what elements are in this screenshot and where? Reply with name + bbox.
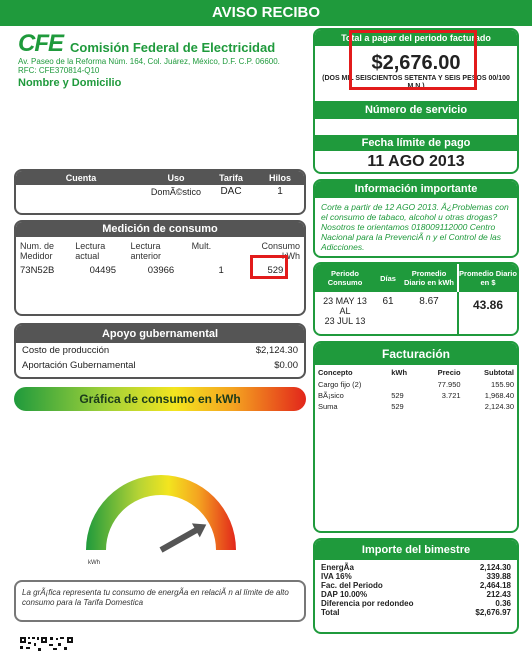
periodo-header	[315, 264, 517, 292]
total-amount-words: (DOS MIL SEISCIENTOS SETENTA Y SEIS PESOS 00/100 M.N.)	[322, 75, 510, 90]
fact-col-concepto: Concepto	[318, 368, 353, 377]
col-lectura-anterior: Lectura anterior	[130, 241, 161, 261]
medidor-value: 73N52B	[20, 265, 55, 276]
bim-value: 212.43	[486, 590, 511, 599]
bim-label: IVA 16%	[321, 572, 352, 581]
info-heading: Información importante	[315, 181, 517, 198]
facturacion-panel	[313, 341, 519, 533]
col-mult: Mult.	[191, 241, 212, 251]
fact-col-kwh: kWh	[391, 368, 408, 377]
hilos-value: 1	[277, 186, 283, 197]
cuenta-row	[16, 185, 304, 199]
qr-code	[20, 637, 74, 652]
aportacion-value: $0.00	[274, 360, 298, 371]
grafica-legend: La grÃ¡fica representa tu consumo de energÃa en relaciÃ n al límite de alto consumo para la Tarifa Domestica	[22, 588, 289, 607]
facturacion-heading: Facturación	[315, 343, 517, 365]
facturacion-table	[315, 365, 517, 412]
bimestre-row	[315, 581, 517, 590]
fecha-limite-heading: Fecha límite de pago	[315, 135, 517, 151]
total-amount: $2,676.00	[371, 52, 461, 74]
fact-kwh: 529	[391, 391, 404, 400]
info-panel	[313, 179, 519, 258]
rfc-line: RFC: CFE370814-Q10	[18, 66, 100, 75]
fact-precio	[421, 401, 464, 412]
bimestre-row	[315, 563, 517, 572]
cuenta-header-row	[16, 171, 304, 185]
consumo-gauge	[76, 470, 246, 570]
apoyo-heading: Apoyo gubernamental	[16, 325, 304, 343]
col-dias: Días	[380, 273, 396, 283]
fact-col-subtotal: Subtotal	[484, 368, 514, 377]
tarifa-value: DAC	[220, 186, 242, 197]
cuenta-panel	[14, 169, 306, 215]
fecha-limite-value: 11 AGO 2013	[367, 153, 465, 170]
nombre-domicilio: Nombre y Domicilio	[18, 77, 122, 89]
dias-value: 61	[382, 296, 394, 307]
grafica-legend-panel	[14, 580, 306, 622]
mult-value: 1	[218, 265, 224, 276]
periodo-hasta: 23 JUL 13	[324, 316, 366, 326]
periodo-desde: 23 MAY 13	[323, 296, 367, 306]
costo-label: Costo de producción	[22, 345, 110, 356]
bimestre-row	[315, 590, 517, 599]
address-line: Av. Paseo de la Reforma Núm. 164, Col. Juárez, México, D.F. C.P. 06600.	[18, 57, 280, 66]
company-address	[18, 57, 308, 75]
periodo-al: AL	[339, 306, 351, 316]
bim-label: Fac. del Periodo	[321, 581, 383, 590]
bimestre-heading: Importe del bimestre	[315, 540, 517, 560]
col-periodo: Periodo Consumo	[327, 269, 363, 287]
periodo-range	[315, 292, 375, 336]
bimestre-panel	[313, 538, 519, 634]
table-row	[315, 379, 517, 390]
lectura-anterior-value: 03966	[147, 265, 175, 276]
col-prom-s: Promedio Diario en $	[457, 264, 517, 292]
consumo-highlight	[250, 255, 288, 279]
company-name: Comisión Federal de Electricidad	[70, 40, 276, 55]
cuenta-col-uso: Uso	[167, 173, 185, 183]
bim-value: $2,676.97	[475, 608, 511, 617]
consumo-value: 529	[267, 265, 284, 276]
bim-label: DAP 10.00%	[321, 590, 368, 599]
medicion-heading: Medición de consumo	[16, 222, 304, 237]
numero-servicio-heading: Número de servicio	[315, 101, 517, 119]
fact-subtotal: 2,124.30	[484, 402, 514, 411]
aportacion-label: Aportación Gubernamental	[22, 360, 136, 371]
bimestre-row	[315, 572, 517, 581]
col-prom-kwh: Promedio Diario en kWh	[403, 269, 454, 287]
cfe-logo: CFE	[18, 30, 63, 57]
fact-precio: 3.721	[441, 391, 461, 400]
bim-label: Total	[321, 608, 340, 617]
fact-col-precio: Precio	[437, 368, 461, 377]
bim-label: Diferencia por redondeo	[321, 599, 414, 608]
periodo-panel	[313, 262, 519, 336]
apoyo-panel	[14, 323, 306, 379]
facturacion-header-row	[315, 365, 517, 379]
lectura-actual-value: 04495	[89, 265, 117, 276]
costo-row	[16, 343, 304, 358]
cuenta-col-cuenta: Cuenta	[65, 173, 97, 183]
prom-kwh-value: 8.67	[419, 296, 439, 307]
total-heading: Total a pagar del periodo facturado	[315, 30, 517, 46]
fact-kwh	[388, 379, 420, 390]
aportacion-row	[16, 358, 304, 373]
fact-subtotal: 155.90	[491, 380, 514, 389]
costo-value: $2,124.30	[255, 345, 298, 356]
bim-value: 339.88	[486, 572, 511, 581]
fact-concepto: Cargo fijo (2)	[318, 380, 362, 389]
numero-servicio-value	[315, 119, 517, 135]
bimestre-row	[315, 599, 517, 608]
info-text: Corte a partir de 12 AGO 2013. Â¿Problemas con el consumo de tabaco, alcohol u otras drogas? Nosotros te orientamos 018009112000 Centro Nacional para la PrevenciÃ n y el Control de las Adicciones.	[321, 202, 509, 252]
fact-kwh: 529	[391, 402, 404, 411]
bim-value: 2,464.18	[479, 581, 511, 590]
prom-s-value: 43.86	[457, 292, 517, 336]
fact-precio: 77.950	[437, 380, 461, 389]
bim-value: 0.36	[495, 599, 511, 608]
col-consumo: Consumo kWh	[261, 241, 301, 261]
col-medidor: Num. de Medidor	[20, 241, 55, 261]
fact-concepto: Suma	[318, 402, 338, 411]
table-row	[315, 401, 517, 412]
uso-value: DomÃ©stico	[150, 187, 202, 197]
gauge-arc	[86, 475, 236, 550]
grafica-title-bar: Gráfica de consumo en kWh	[14, 387, 306, 411]
cuenta-col-tarifa: Tarifa	[219, 173, 243, 183]
fact-concepto: BÃ¡sico	[318, 391, 344, 400]
total-highlight	[349, 30, 477, 90]
cuenta-value	[16, 185, 146, 199]
fact-subtotal: 1,968.40	[484, 391, 514, 400]
col-lectura-actual: Lectura actual	[75, 241, 106, 261]
page-header: AVISO RECIBO	[0, 0, 532, 26]
cuenta-col-hilos: Hilos	[268, 173, 291, 183]
gauge-needle	[157, 518, 210, 557]
table-row	[315, 390, 517, 401]
bim-label: EnergÃa	[321, 563, 354, 572]
bim-value: 2,124.30	[479, 563, 511, 572]
gauge-unit: kWh	[88, 560, 100, 566]
bimestre-row	[315, 608, 517, 617]
periodo-row	[315, 292, 517, 336]
